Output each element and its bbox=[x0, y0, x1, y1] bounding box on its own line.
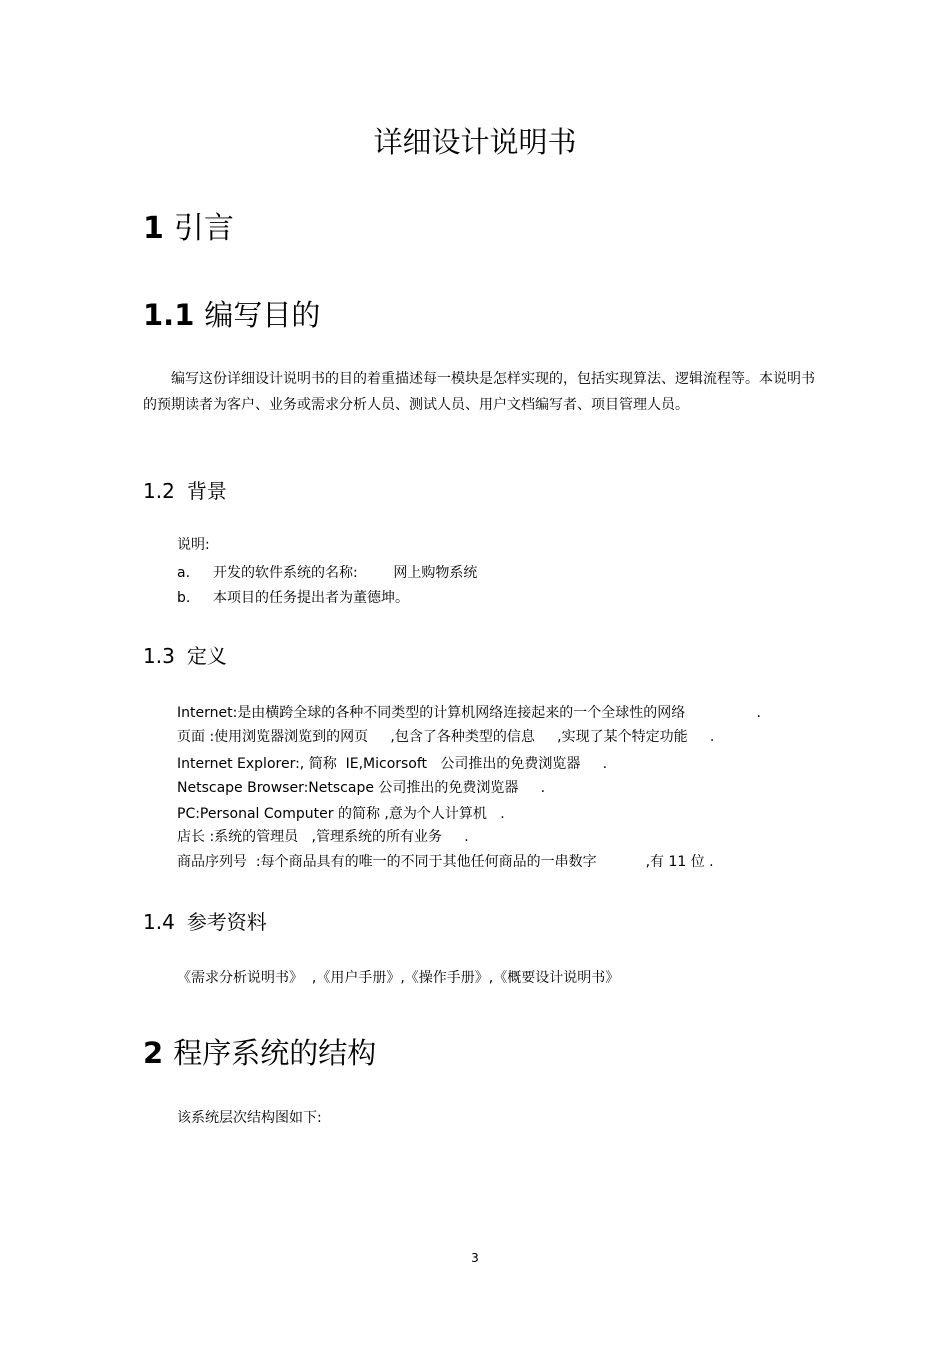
section-1-title: 引言 bbox=[173, 211, 234, 246]
section-1-1-heading bbox=[143, 295, 320, 335]
section-2-number: 2 bbox=[143, 1036, 164, 1070]
section-1-heading bbox=[143, 209, 234, 249]
list-marker: b. bbox=[177, 590, 191, 606]
definition-item: 店长 :系统的管理员 ,管理系统的所有业务 . bbox=[177, 829, 469, 845]
section-1-number: 1 bbox=[143, 211, 164, 246]
section-1-3-title: 定义 bbox=[186, 644, 227, 668]
section-1-2-heading bbox=[143, 477, 227, 505]
section-1-3-number: 1.3 bbox=[143, 644, 175, 668]
background-intro: 说明: bbox=[177, 537, 210, 553]
references-line: 《需求分析说明书》 ,《用户手册》,《操作手册》,《概要设计说明书》 bbox=[177, 970, 620, 986]
section-1-1-number: 1.1 bbox=[143, 298, 195, 332]
list-item-text: 开发的软件系统的名称: 网上购物系统 bbox=[213, 565, 478, 581]
section-1-4-number: 1.4 bbox=[143, 910, 175, 934]
definition-item: 页面 :使用浏览器浏览到的网页 ,包含了各种类型的信息 ,实现了某个特定功能 . bbox=[177, 729, 715, 745]
list-marker: a. bbox=[177, 565, 191, 581]
list-item-text: 本项目的任务提出者为董德坤。 bbox=[213, 590, 409, 606]
section-1-4-heading bbox=[143, 908, 267, 936]
background-list-item bbox=[177, 588, 409, 608]
background-list-item bbox=[177, 563, 477, 583]
section-2-intro: 该系统层次结构图如下: bbox=[177, 1110, 322, 1126]
section-1-2-number: 1.2 bbox=[143, 479, 175, 503]
definition-item: Netscape Browser:Netscape 公司推出的免费浏览器 . bbox=[177, 780, 546, 796]
section-2-title: 程序系统的结构 bbox=[173, 1036, 377, 1070]
definition-item: Internet:是由横跨全球的各种不同类型的计算机网络连接起来的一个全球性的网络 . bbox=[177, 705, 761, 721]
definition-item: 商品序列号 :每个商品具有的唯一的不同于其他任何商品的一串数字 ,有 11 位 . bbox=[177, 854, 714, 870]
definition-item: Internet Explorer:, 简称 IE,Micorsoft 公司推出的免费浏览器 . bbox=[177, 756, 608, 772]
document-title: 详细设计说明书 bbox=[373, 125, 577, 159]
section-1-1-title: 编写目的 bbox=[204, 298, 321, 332]
section-1-2-title: 背景 bbox=[186, 479, 227, 503]
page-number: 3 bbox=[471, 1251, 479, 1265]
definition-item: PC:Personal Computer 的简称 ,意为个人计算机 . bbox=[177, 806, 505, 822]
section-2-heading bbox=[143, 1033, 376, 1073]
section-1-1-paragraph: 编写这份详细设计说明书的目的着重描述每一模块是怎样实现的，包括实现算法、逻辑流程等。本说明书的预期读者为客户、业务或需求分析人员、测试人员、用户文档编写者、项目管理人员。 bbox=[143, 371, 815, 413]
section-1-3-heading bbox=[143, 642, 227, 670]
section-1-4-title: 参考资料 bbox=[186, 910, 267, 934]
